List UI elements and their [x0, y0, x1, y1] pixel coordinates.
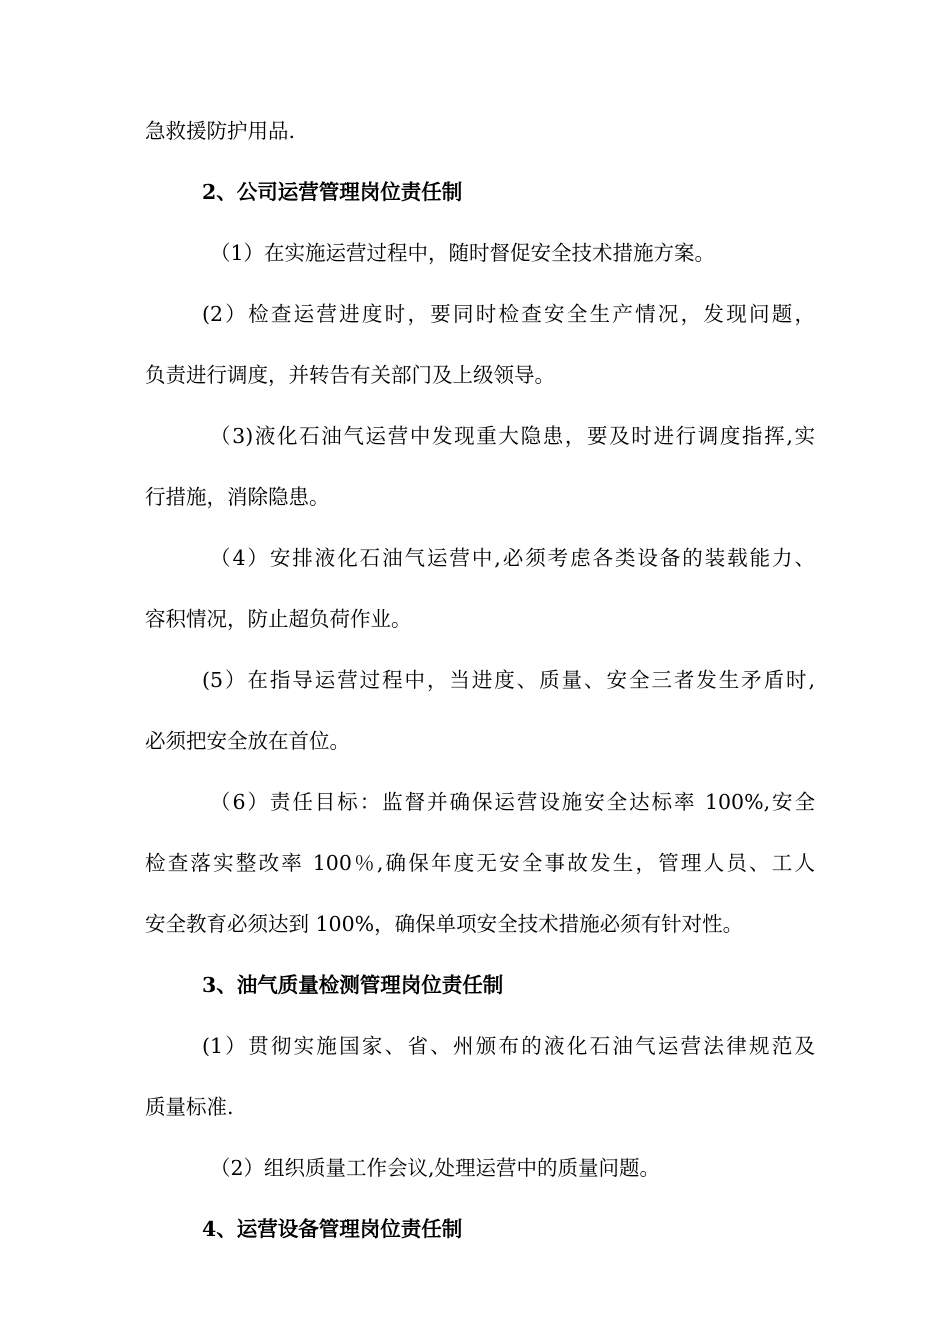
paragraph-line: （3)液化石油气运营中发现重大隐患，要及时进行调度指挥,实	[210, 424, 815, 448]
section-heading: 2、公司运营管理岗位责任制	[202, 180, 463, 204]
paragraph-line: 急救援防护用品.	[145, 119, 296, 143]
paragraph-line: 行措施，消除隐患。	[145, 485, 330, 509]
paragraph-line: 必须把安全放在首位。	[145, 729, 350, 753]
paragraph-line: 负责进行调度，并转告有关部门及上级领导。	[145, 363, 555, 387]
paragraph-line: （4）安排液化石油气运营中,必须考虑各类设备的装载能力、	[210, 546, 815, 570]
paragraph-line: 检查落实整改率 100％,确保年度无安全事故发生，管理人员、工人	[145, 851, 815, 875]
paragraph-line: (2）检查运营进度时，要同时检查安全生产情况，发现问题，	[202, 302, 815, 326]
paragraph-line: (1）贯彻实施国家、省、州颁布的液化石油气运营法律规范及	[202, 1034, 815, 1058]
paragraph-line: (5）在指导运营过程中，当进度、质量、安全三者发生矛盾时,	[202, 668, 815, 692]
section-heading: 4、运营设备管理岗位责任制	[202, 1217, 463, 1241]
paragraph-line: （2）组织质量工作会议,处理运营中的质量问题。	[210, 1156, 661, 1180]
paragraph-line: （1）在实施运营过程中，随时督促安全技术措施方案。	[210, 241, 716, 265]
paragraph-line: 质量标准.	[145, 1095, 234, 1119]
paragraph-line: 容积情况，防止超负荷作业。	[145, 607, 412, 631]
paragraph-line: （6）责任目标：监督并确保运营设施安全达标率 100%,安全	[210, 790, 815, 814]
paragraph-line: 安全教育必须达到 100%，确保单项安全技术措施必须有针对性。	[145, 912, 744, 936]
section-heading: 3、油气质量检测管理岗位责任制	[202, 973, 504, 997]
